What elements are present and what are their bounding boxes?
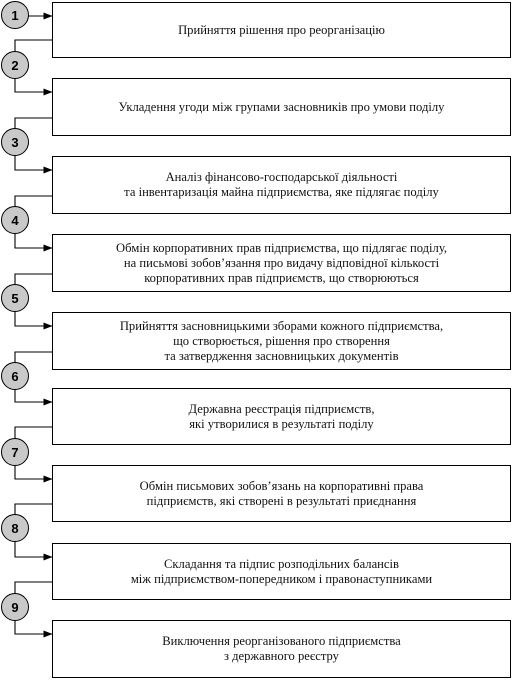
step-text	[178, 23, 385, 38]
step-text	[119, 100, 445, 115]
step-text-line: Державна реєстрація підприємств,	[188, 401, 375, 416]
step-box-3	[52, 156, 511, 214]
step-text	[116, 241, 447, 286]
step-number-badge-9: 9	[1, 593, 29, 621]
step-text-line: на письмові зобов’язання про видачу відповідної кількості	[123, 255, 440, 270]
step-text	[131, 557, 432, 587]
step-text-line: та затвердження засновницьких документів	[164, 348, 399, 363]
step-text-line: з державного реєстру	[224, 649, 339, 663]
step-number-badge-4: 4	[1, 206, 29, 234]
step-text-line: між підприємством-попередником і правонаступниками	[130, 571, 433, 586]
step-text-line: Складання та підпис розподільних балансів	[164, 556, 399, 571]
step-text-line: що створюється, рішення про створення	[173, 333, 390, 348]
step-text-line: Обмін письмових зобов’язань на корпоративні права	[139, 478, 424, 493]
step-text-line: Прийняття рішення про реорганізацію	[178, 22, 385, 37]
step-text-line: корпоративних прав підприємств, що створюються	[144, 270, 419, 285]
step-text-line: Виключення реорганізованого підприємства	[162, 634, 401, 648]
step-text-line: Аналіз фінансово-господарської діяльності	[165, 170, 398, 184]
step-number-badge-2: 2	[1, 51, 29, 79]
step-text-line: підприємств, які створені в результаті приєднання	[146, 493, 417, 508]
step-text	[124, 170, 439, 200]
step-text	[140, 479, 424, 509]
step-box-5	[52, 312, 511, 370]
step-number-badge-1: 1	[1, 1, 29, 29]
step-box-9	[52, 620, 511, 678]
step-box-4	[52, 234, 511, 292]
step-text-line: Прийняття засновницькими зборами кожного підприємства,	[119, 318, 444, 333]
step-text	[120, 319, 443, 364]
step-box-2	[52, 78, 511, 136]
step-number-badge-3: 3	[1, 128, 29, 156]
step-text-line: які утворилися в результаті поділу	[189, 416, 374, 431]
step-text-line: та інвентаризація майна підприємства, яке підлягає поділу	[124, 185, 439, 199]
step-text	[162, 634, 400, 664]
step-number-badge-7: 7	[1, 438, 29, 466]
step-number-badge-6: 6	[1, 362, 29, 390]
step-box-6	[52, 388, 511, 445]
step-text	[189, 402, 375, 432]
step-number-badge-8: 8	[1, 514, 29, 542]
step-box-1	[52, 2, 511, 58]
step-box-8	[52, 543, 511, 600]
step-text-line: Обмін корпоративних прав підприємства, що підлягає поділу,	[115, 240, 448, 255]
step-text-line: Укладення угоди між групами засновників про умови поділу	[118, 99, 445, 114]
step-number-badge-5: 5	[1, 284, 29, 312]
step-box-7	[52, 465, 511, 522]
